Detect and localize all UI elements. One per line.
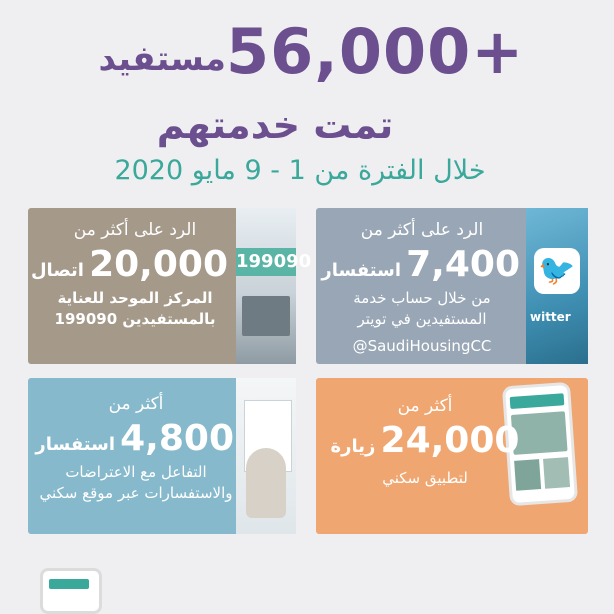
app-number: 24,000	[380, 420, 520, 461]
call-center-unit: اتصال	[30, 260, 84, 281]
website-number: 4,800	[120, 418, 234, 459]
twitter-handle: @SaudiHousingCC	[352, 337, 492, 355]
header	[0, 0, 614, 200]
twitter-text	[321, 218, 520, 357]
website-photo	[236, 378, 296, 534]
app-intro: أكثر من	[397, 396, 453, 416]
desk-graphic	[242, 296, 290, 336]
twitter-intro: الرد على أكثر من	[360, 220, 484, 240]
website-intro: أكثر من	[108, 394, 164, 414]
twitter-desc-1: من خلال حساب خدمة	[353, 289, 491, 307]
twitter-photo	[526, 208, 588, 364]
call-center-photo	[236, 208, 312, 364]
app-card	[316, 378, 588, 534]
website-desc-1: التفاعل مع الاعتراضات	[65, 463, 207, 481]
call-center-intro: الرد على أكثر من	[73, 220, 197, 240]
call-center-desc-2: بالمستفيدين 199090	[54, 310, 216, 328]
twitter-desc-2: المستفيدين في تويتر	[357, 310, 487, 328]
served-title: تمت خدمتهم	[156, 103, 394, 147]
website-text	[35, 392, 234, 504]
app-text	[330, 394, 520, 489]
phone-tile	[543, 457, 570, 489]
beneficiaries-word: مستفيد	[98, 39, 226, 79]
call-center-text	[30, 218, 228, 330]
beneficiaries-number: 56,000+	[226, 15, 525, 88]
call-center-card	[28, 208, 312, 364]
twitter-unit: استفسار	[321, 260, 402, 281]
twitter-number: 7,400	[406, 244, 520, 285]
person-graphic	[246, 448, 286, 518]
twitter-card	[316, 208, 588, 364]
twitter-bird-icon: 🐦	[534, 248, 580, 294]
call-center-sign: 199090	[236, 248, 296, 276]
period-subtitle: خلال الفترة من 1 - 9 مايو 2020	[114, 155, 486, 186]
call-center-desc-1: المركز الموحد للعناية	[57, 289, 213, 307]
website-unit: استفسار	[35, 434, 116, 455]
twitter-brand-text: witter	[530, 310, 571, 324]
app-unit: زيارة	[330, 436, 376, 457]
call-center-number: 20,000	[89, 244, 228, 285]
footer-phone-graphic	[40, 568, 102, 614]
website-desc-2: والاستفسارات عبر موقع سكني	[39, 484, 233, 502]
app-desc-1: لتطبيق سكني	[382, 469, 468, 487]
footer-phone-bar	[49, 579, 89, 589]
website-card	[28, 378, 296, 534]
